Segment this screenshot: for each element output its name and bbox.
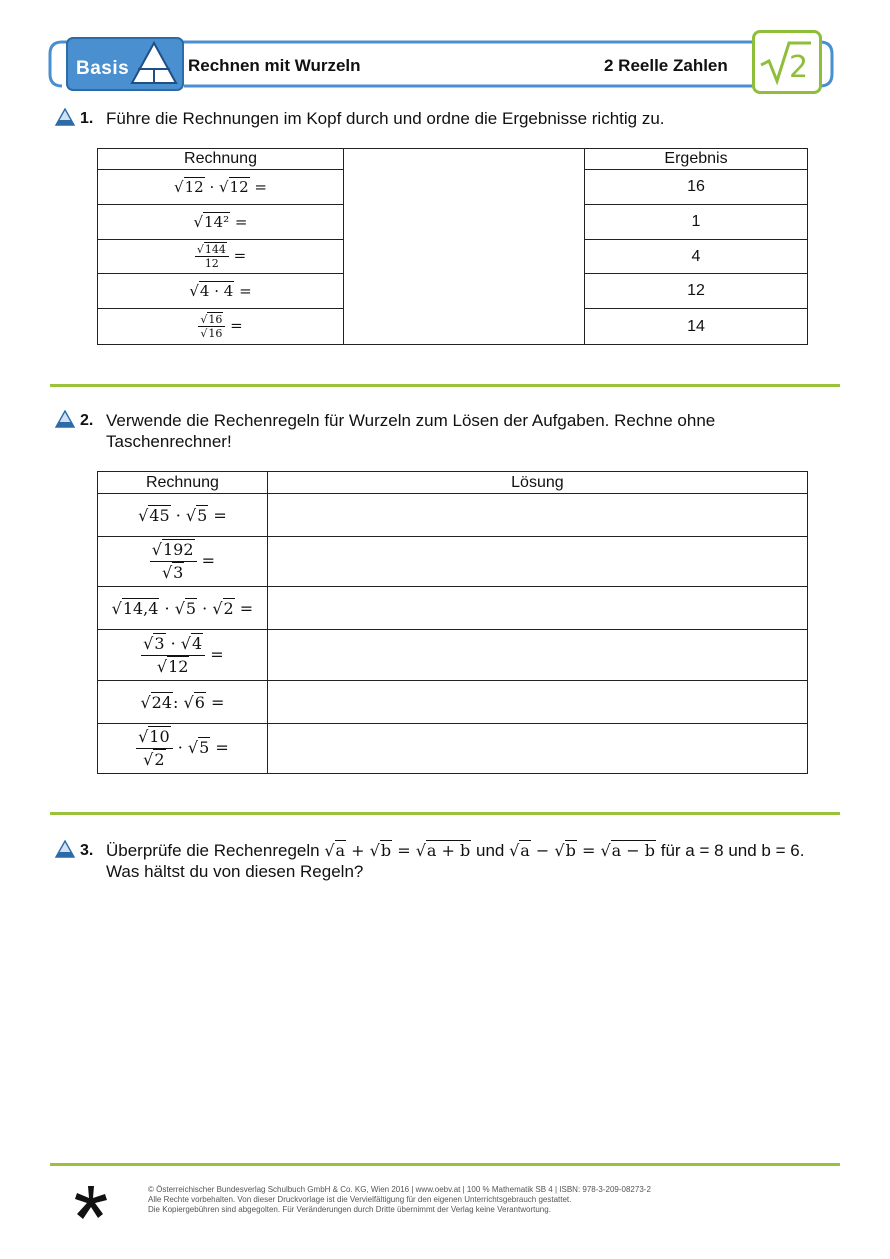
task2-calc-4: $\frac{√3 \cdot √4}{√12}$ = xyxy=(98,630,268,681)
task1-calc-1: √12 · √12 = xyxy=(98,170,344,205)
task2-table xyxy=(97,471,808,774)
task3-text-pre: Überprüfe die Rechenregeln xyxy=(106,841,320,860)
task1-header-calc: Rechnung xyxy=(98,149,344,170)
task3-number: 3. xyxy=(80,842,94,859)
task2-header-calc: Rechnung xyxy=(98,472,268,494)
task2-header-solution: Lösung xyxy=(267,472,807,494)
task2-solution-4[interactable] xyxy=(267,630,807,681)
page-title: Rechnen mit Wurzeln xyxy=(188,56,361,75)
task3-rule1: √a + √b = √a + b xyxy=(324,841,471,860)
task1-result-4: 12 xyxy=(585,274,808,309)
task2-number: 2. xyxy=(80,412,94,429)
task1-calc-2: √14² = xyxy=(98,205,344,240)
task1-header-result: Ergebnis xyxy=(585,149,808,170)
task2-solution-5[interactable] xyxy=(267,681,807,724)
sqrt2-logo xyxy=(752,30,822,94)
task1-result-1: 16 xyxy=(585,170,808,205)
task2-calc-2: $\frac{√192}{√3}$ = xyxy=(98,537,268,587)
task2-solution-3[interactable] xyxy=(267,587,807,630)
task1-calc-5: $\frac{√16}{√16}$ = xyxy=(98,309,344,345)
footer-line-2: Alle Rechte vorbehalten. Von dieser Druckvorlage ist die Vervielfältigung für den eigenen Unterrichtsgebrauch gestattet. xyxy=(148,1195,572,1204)
task1-matching-area xyxy=(344,149,585,345)
footer-line-3: Die Kopiergebühren sind abgegolten. Für Veränderungen durch Dritte übernimmt der Verlag keine Verantwortung. xyxy=(148,1205,551,1214)
task1-instruction: Führe die Rechnungen im Kopf durch und ordne die Ergebnisse richtig zu. xyxy=(106,109,665,128)
task2-solution-1[interactable] xyxy=(267,494,807,537)
footer-copyright xyxy=(148,1185,651,1215)
task1-calc-3: $\frac{√144}{12}$ = xyxy=(98,240,344,274)
svg-text:2: 2 xyxy=(789,50,809,85)
task3-question: Was hältst du von diesen Regeln? xyxy=(106,862,364,881)
task2-instruction xyxy=(106,410,715,452)
basis-level-icon xyxy=(55,410,75,428)
task1-result-5: 14 xyxy=(585,309,808,345)
task1-result-3: 4 xyxy=(585,240,808,274)
separator xyxy=(50,812,840,815)
task3-instruction xyxy=(106,840,804,882)
footer-line-1: © Österreichischer Bundesverlag Schulbuch GmbH & Co. KG, Wien 2016 | www.oebv.at | 100 % Mathematik SB 4 | ISBN: 978-3-209-08273-2 xyxy=(148,1185,651,1194)
footer-separator xyxy=(50,1163,840,1166)
task1-table xyxy=(97,148,808,345)
task2-solution-6[interactable] xyxy=(267,724,807,774)
triangle-logo-icon xyxy=(130,41,178,85)
basis-level-icon xyxy=(55,840,75,858)
task3-joiner: und xyxy=(475,841,505,860)
task1-result-2: 1 xyxy=(585,205,808,240)
task1-calc-4: √4 · 4 = xyxy=(98,274,344,309)
task3-rule2: √a − √b = √a − b xyxy=(509,841,656,860)
task2-calc-3: √14,4 · √5 · √2 = xyxy=(98,587,268,630)
sqrt-icon xyxy=(755,33,819,91)
task2-calc-1: √45 · √5 = xyxy=(98,494,268,537)
chapter-title: 2 Reelle Zahlen xyxy=(604,56,728,75)
separator xyxy=(50,384,840,387)
task2-instruction-line1: Verwende die Rechenregeln für Wurzeln zum Lösen der Aufgaben. Rechne ohne xyxy=(106,411,716,430)
task3-text-post: für a = 8 und b = 6. xyxy=(660,841,805,860)
task1-number: 1. xyxy=(80,110,94,127)
basis-label: Basis xyxy=(76,58,130,79)
task2-solution-2[interactable] xyxy=(267,537,807,587)
task2-calc-5: √24: √6 = xyxy=(98,681,268,724)
publisher-logo-icon xyxy=(72,1184,110,1222)
basis-level-icon xyxy=(55,108,75,126)
task2-instruction-line2: Taschenrechner! xyxy=(106,432,232,451)
task2-calc-6: $\frac{√10}{√2}$ · √5 = xyxy=(98,724,268,774)
